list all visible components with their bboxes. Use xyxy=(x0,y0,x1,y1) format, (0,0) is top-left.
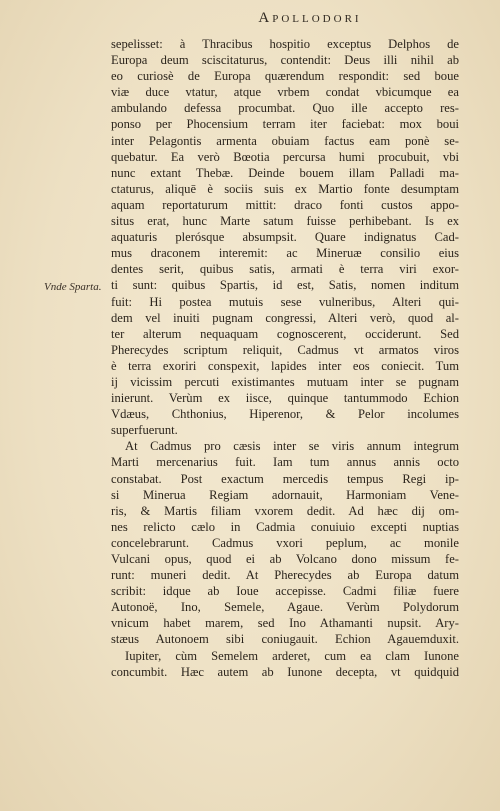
text-line: inierunt. Verùm ex iisce, quinque tantummodo Echion xyxy=(111,391,459,406)
body-text xyxy=(111,36,459,680)
text-line: Vdæus, Chthonius, Hiperenor, & Pelor incolumes xyxy=(111,407,459,422)
text-line: ris, & Martis filiam vxorem dedit. Ad hæc dij om- xyxy=(111,503,459,518)
text-line: Marti mercenarius fuit. Iam tum annus annis octo xyxy=(111,455,459,470)
text-line: mus draconem interemit: ac Mineruæ consilio eius xyxy=(111,246,459,261)
running-head xyxy=(0,10,500,27)
text-line: eo curiosè de Europa quærendum respondit: sed boue xyxy=(111,69,459,84)
text-line: Pherecydes scriptum reliquit, Cadmus vt armatos viros xyxy=(111,342,459,357)
text-line: quebatur. Ea verò Bœotia percursa humi procubuit, vbi xyxy=(111,149,459,164)
text-line: ter alterum nequaquam cognoscerent, occiderunt. Sed xyxy=(111,326,459,341)
text-line: viæ duce vtatur, atque vrbem condat vbicumque ea xyxy=(111,85,459,100)
text-line: superfuerunt. xyxy=(111,423,178,438)
text-line: ponso per Phocensium terram iter faciebat: mox boui xyxy=(111,117,459,132)
margin-note: Vnde Sparta. xyxy=(44,281,102,293)
text-line: concumbit. Hæc autem ab Iunone decepta, vt quidquid xyxy=(111,664,459,679)
text-line: situs erat, hunc Marte satum fuisse perhibebant. Is ex xyxy=(111,214,459,229)
text-line: fuit: Hi postea mutuis sese vulneribus, Alteri qui- xyxy=(111,294,459,309)
text-line: ctaturus, aliquē è sociis suis ex Martio fonte desumptam xyxy=(111,181,459,196)
text-line: nunc extant Thebæ. Deinde bouem illam Palladi ma- xyxy=(111,165,459,180)
text-line: aquam reportaturum mittit: draco fonti custos appo- xyxy=(111,197,459,212)
text-line: Europa deum sciscitaturus, contendit: Deus illi nihil ab xyxy=(111,53,459,68)
text-line: runt: muneri dedit. At Pherecydes ab Europa datum xyxy=(111,568,459,583)
text-line: vnicum habet marem, sed Ino Athamanti nupsit. Ary- xyxy=(111,616,459,631)
text-line: ij vicissim percuti existimantes mutuam inter se pugnam xyxy=(111,374,459,389)
text-line: aquaturis plerósque absumpsit. Quare indignatus Cad- xyxy=(111,230,459,245)
text-line: Vulcani opus, quod ei ab Volcano dono missum fe- xyxy=(111,552,459,566)
text-line: At Cadmus pro cæsis inter se viris annum integrum xyxy=(125,439,459,454)
text-line: è terra exoriri conspexit, lapides inter eos coniecit. Tum xyxy=(111,358,459,373)
text-line: scribit: idque ab Ioue accepisse. Cadmi filiæ fuere xyxy=(111,584,459,599)
text-line: Iupiter, cùm Semelem arderet, cum ea clam Iunone xyxy=(125,648,459,663)
text-line: constabat. Post exactum mercedis tempus Regi ip- xyxy=(111,471,459,486)
text-line: stæus Autonoem sibi coniugauit. Echion Agauemduxit. xyxy=(111,632,459,647)
text-line: Autonoë, Ino, Semele, Agaue. Verùm Polydorum xyxy=(111,600,459,615)
text-line: concelebrarunt. Cadmus vxori peplum, ac monile xyxy=(111,535,459,550)
text-line: nes relicto cælo in Cadmia conuiuio excepti nuptias xyxy=(111,519,459,534)
text-line: dem vel inuiti pugnam congressi, Alteri verò, quod al- xyxy=(111,310,459,325)
text-line: dentes serit, quibus satis, armati è terra viri exor- xyxy=(111,262,459,277)
text-line: inter Pelagontis armenta obuiam factus eam ponè se- xyxy=(111,133,459,148)
text-line: si Minerua Regiam adornauit, Harmoniam Vene- xyxy=(111,487,459,502)
text-line: ambulando defessa procumbat. Quo ille accepto res- xyxy=(111,101,459,116)
running-head-title: Apollodori xyxy=(258,10,362,26)
text-line: sepelisset: à Thracibus hospitio exceptus Delphos de xyxy=(111,37,459,51)
text-line: ti sunt: quibus Spartis, id est, Satis, nomen inditum xyxy=(111,278,459,293)
